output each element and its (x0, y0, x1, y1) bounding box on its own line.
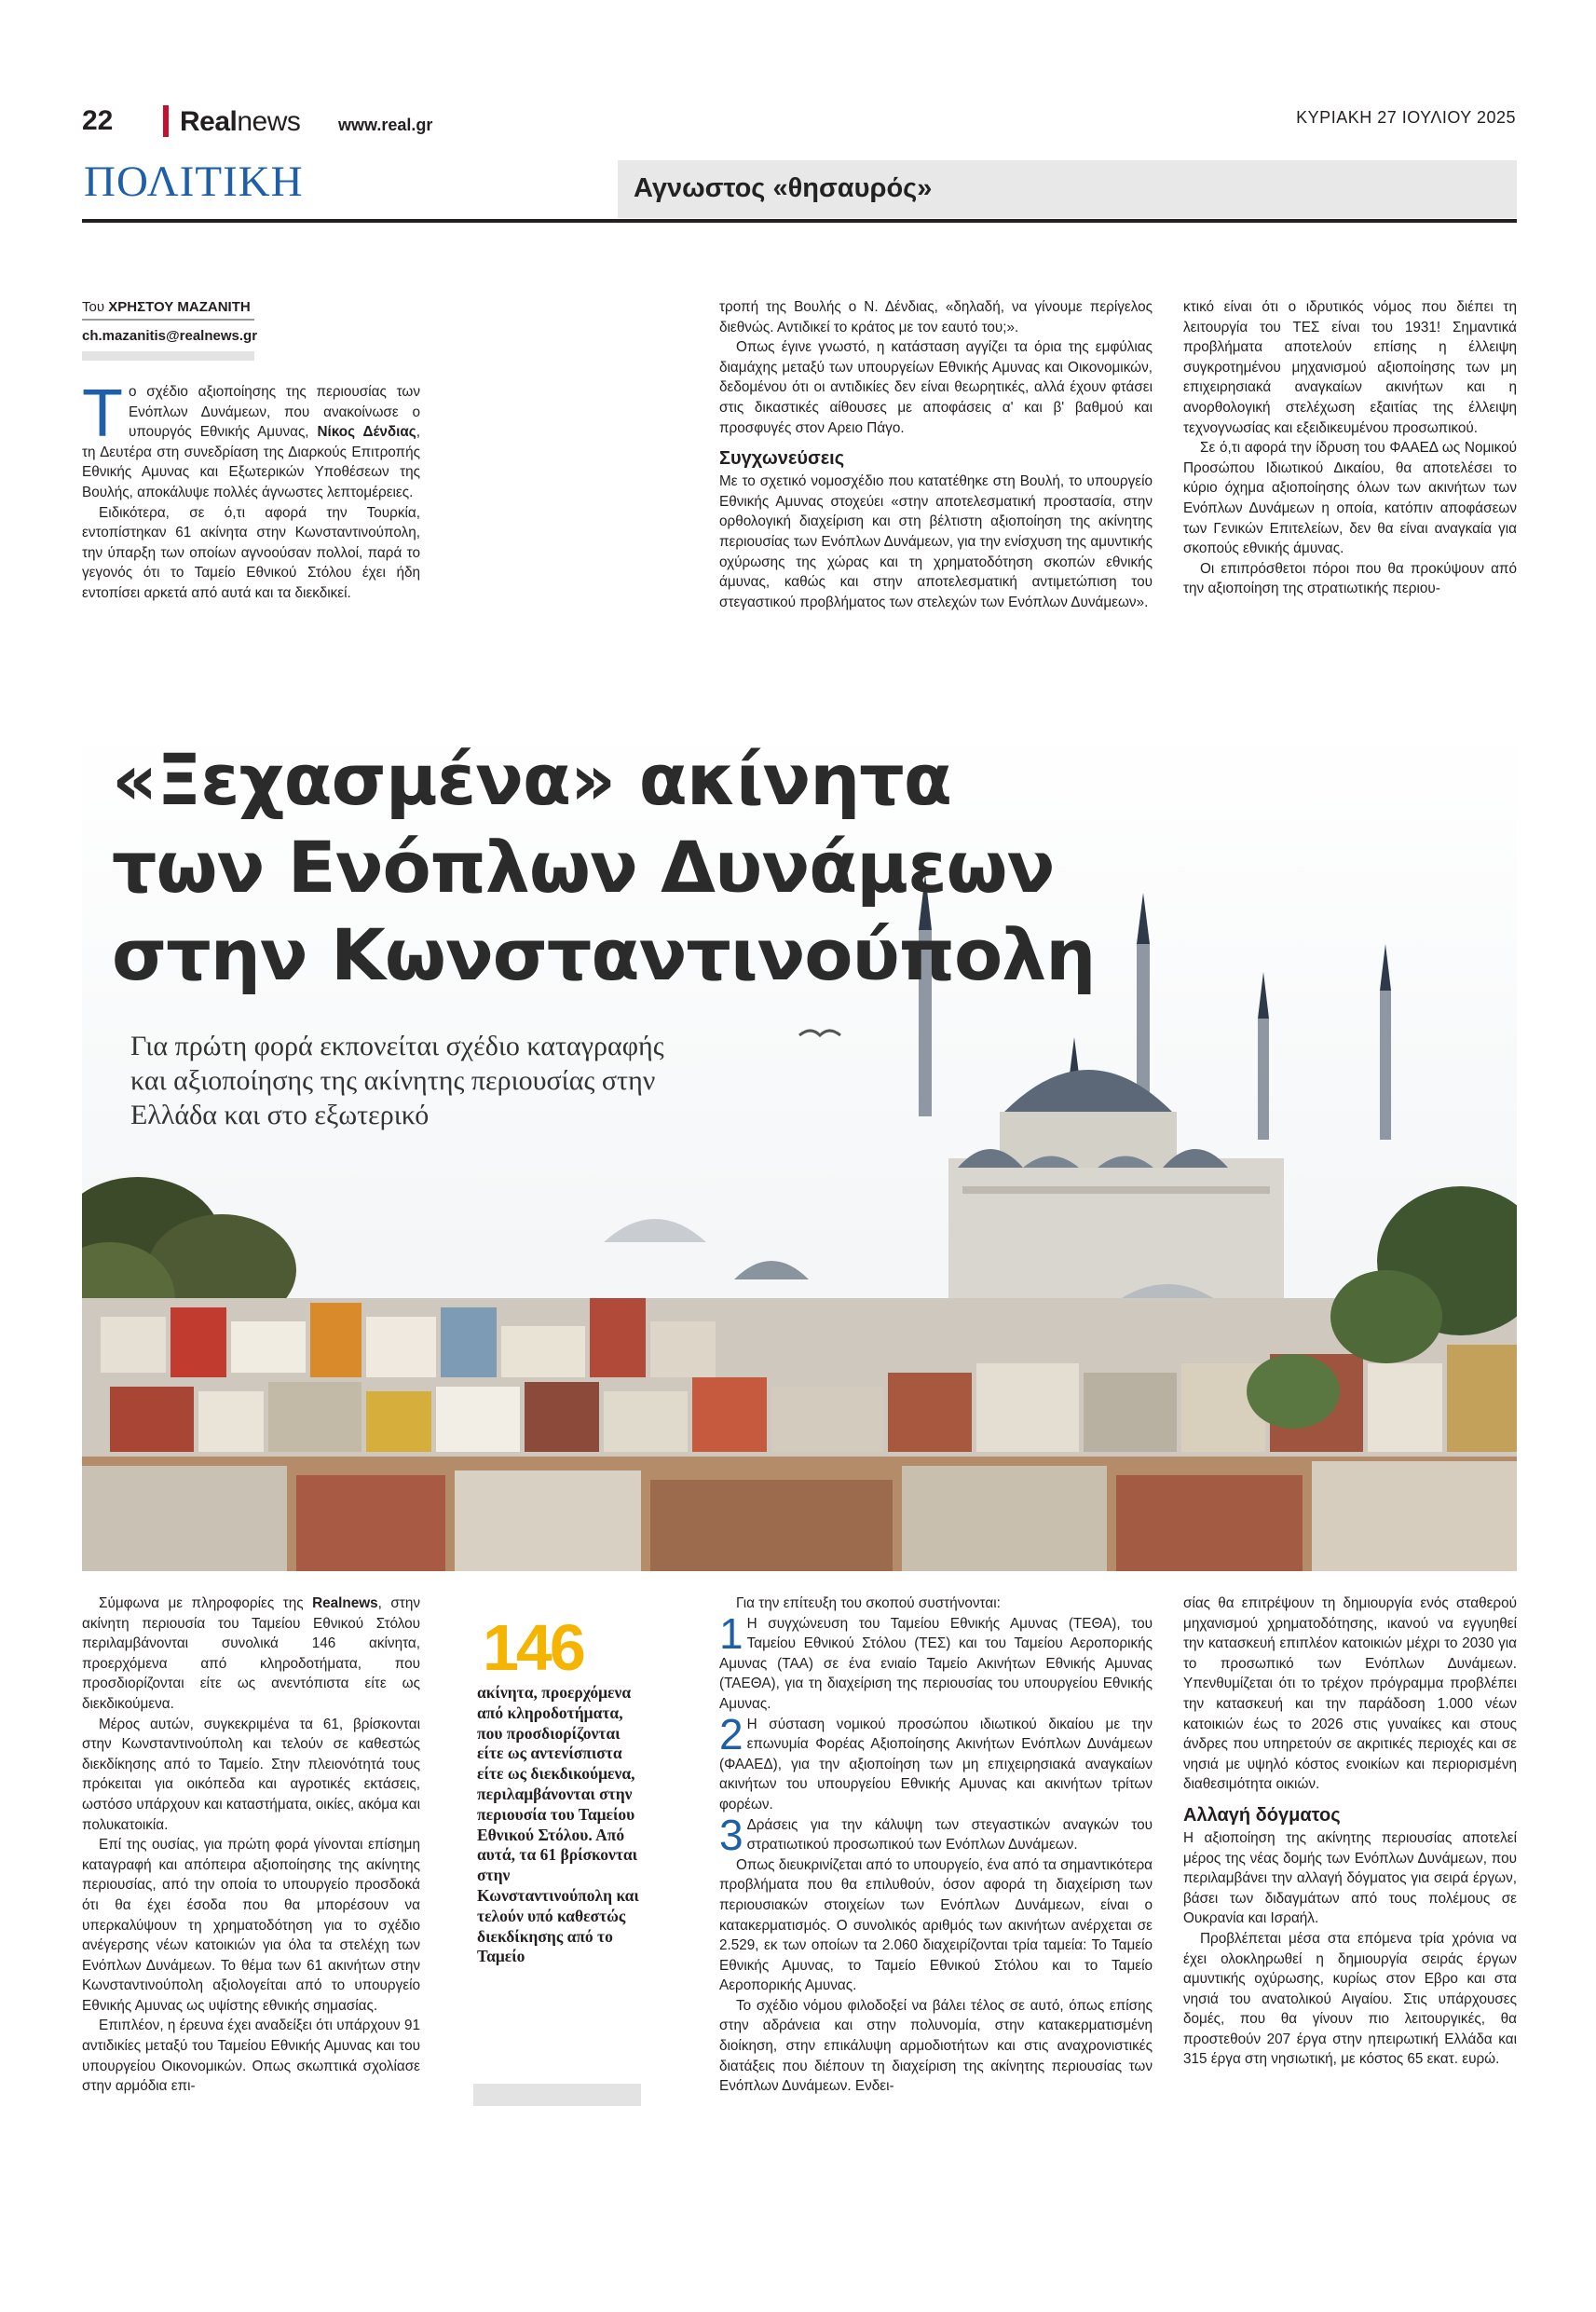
article-bottom-col3 (719, 1594, 1153, 2097)
header-rule (82, 219, 1517, 223)
paragraph: Επιπλέον, η έρευνα έχει αναδείξει ότι υπάρχουν 91 αντιδικίες μεταξύ του Ταμείου Εθνικής Αμυνας και του υπουργείου Οικονομικών. Οπως σκωπτικά σχολίασε στην αρμόδια επι- (82, 2018, 420, 2095)
paragraph: τροπή της Βουλής ο Ν. Δένδιας, «δηλαδή, να γίνουμε περίγελος διεθνώς. Αντιδικεί το κράτος με τον εαυτό του;». (719, 299, 1153, 335)
page-number-divider (163, 105, 169, 137)
paragraph: Για την επίτευξη του σκοπού συστήνονται: (736, 1595, 1001, 1611)
logo-real-text: Real (180, 106, 238, 137)
paragraph: Με το σχετικό νομοσχέδιο που κατατέθηκε στη Βουλή, το υπουργείο Εθνικής Αμυνας στοχεύει «στην αποτελεσματική προστασία, στην ορθολογική διαχείριση και στη βέλτιστη αξιοποίηση της ακίνητης περιουσίας των Ενόπλων Δυνάμεων, για την ενίσχυση της αμυντικής οχύρωσης της χώρας και τη χρηματοδότηση σκοπών εθνικής άμυνας, καθώς και στην αποτελεσματική αντιμετώπιση του στεγαστικού προβλήματος των στελεχών των Ενόπλων Δυνάμεων». (719, 473, 1153, 610)
paragraph (82, 1594, 420, 1715)
paragraph: Προβλέπεται μέσα στα επόμενα τρία χρόνια να έχει ολοκληρωθεί η δημιουργία σειράς έργων αμυντικής οχύρωσης, κυρίως στον Εβρο και στα νησιά του ανατολικού Αιγαίου. Στις υπάρχουσες δομές, που θα γίνουν πιο λειτουργικές, θα προστεθούν 207 έργα στην ηπειρωτική Ελλάδα και 315 έργα στη νησιωτική, με κόστος 65 εκατ. ευρώ. (1183, 1930, 1517, 2068)
hillside-houses (82, 1298, 1517, 1571)
paragraph: Οπως έγινε γνωστό, η κατάσταση αγγίζει τα όρια της εμφύλιας διαμάχης μεταξύ των υπουργείων Εθνικής Αμυνας και Οικονομικών, δεδομένου ότι οι αντιδικίες δεν είναι θεωρητικές, αλλά έχουν φτάσει στις δικαστικές αίθουσες με αποφάσεις α' και β' βαθμού και προσφυγές στον Αρειο Πάγο. (719, 339, 1153, 436)
author-email[interactable]: ch.mazanitis@realnews.gr (82, 328, 258, 344)
byline-prefix: Του (82, 299, 109, 315)
item-number: 1 (719, 1608, 743, 1658)
byline (82, 299, 251, 315)
topic-title: Αγνωστος «θησαυρός» (634, 173, 933, 203)
pullquote-number: 146 (483, 1611, 583, 1684)
dropcap: Τ (82, 376, 123, 451)
subhead-line: Ελλάδα και στο εξωτερικό (130, 1100, 430, 1130)
numbered-item (719, 1810, 1153, 1859)
email-underbar (82, 351, 254, 361)
item-text: Η συγχώνευση του Ταμείου Εθνικής Αμυνας (ΤΕΘΑ), του Ταμείου Εθνικού Στόλου (ΤΕΣ) και του Ταμείου Αεροπορικής Αμυνας (ΤΑΑ) σε ένα ενιαίο Ταμείο Ακινήτων Εθνικής Αμυνας (ΤΑΕΘΑ), για τη διαχείριση της περιουσίας του υπουργείου Εθνικής Αμυνας. (719, 1615, 1153, 1712)
subheadline (130, 1029, 664, 1132)
subhead-line: και αξιοποίησης της ακίνητης περιουσίας στην (130, 1065, 656, 1096)
subhead-line: Για πρώτη φορά εκπονείται σχέδιο καταγραφής (130, 1031, 664, 1061)
text-run: Σύμφωνα με πληροφορίες της (99, 1595, 313, 1611)
article-top-col3 (1183, 297, 1517, 599)
subheading: Αλλαγή δόγματος (1183, 1804, 1341, 1826)
text-run: ο σχέδιο αξιοποίησης της περιουσίας των Ενόπλων Δυνάμεων, που ανακοίνωσε ο υπουργός Εθνικής Αμυνας, (128, 384, 420, 441)
pullquote-text: ακίνητα, προερχόμενα από κληροδοτήματα, που προσδιορίζονται είτε ως αντενίσπιστα είτε ως διεκδικούμενα, περιλαμβάνονται στην περιουσία του Ταμείου Εθνικού Στόλου. Από αυτά, τα 61 βρίσκονται στην Κωνσταντινούπολη και τελούν υπό καθεστώς διεκδίκησης από το Ταμείο (477, 1683, 639, 1966)
item-text: Δράσεις για την κάλυψη των στεγαστικών αναγκών του στρατιωτικού προσωπικού των Ενόπλων Δυνάμεων. (746, 1816, 1153, 1854)
item-text: Η σύσταση νομικού προσώπου ιδιωτικού δικαίου με την επωνυμία Φορέας Αξιοποίησης Ακινήτων Ενόπλων Δυνάμεων (ΦΑΑΕΔ), για την αξιοποίηση των μη επιχειρησιακά αναγκαίων ακινήτων του υπουργείου Εθνικής Αμυνας και ακινήτων τρίτων φορέων. (719, 1716, 1153, 1813)
author-name: ΧΡΗΣΤΟΥ ΜΑΖΑΝΙΤΗ (108, 299, 251, 315)
paragraph: κτικό είναι ότι ο ιδρυτικός νόμος που διέπει τη λειτουργία του ΤΕΣ είναι του 1931! Σημαντικά προβλήματα αποτελούν επίσης η έλλειψη συγκροτημένου μηχανισμού αξιοποίησης των μη επιχειρησιακά αναγκαίων ακινήτων και η ανορθολογική στελέχωση εξαιτίας της έλλειψη τεχνογνωσίας και εξειδικευμένου προσωπικού. (1183, 299, 1517, 436)
article-bottom-col4 (1183, 1594, 1517, 2070)
paragraph: Οι επιπρόσθετοι πόροι που θα προκύψουν από την αξιοποίηση της στρατιωτικής περιου- (1183, 560, 1517, 597)
headline-line: «Ξεχασμένα» ακίνητα (112, 738, 952, 821)
logo-news-text: news (237, 106, 301, 137)
main-headline (112, 736, 1095, 999)
numbered-item (719, 1709, 1153, 1815)
item-number: 2 (719, 1709, 743, 1758)
publication-name: Realnews (312, 1595, 378, 1611)
text-run: , στην ακίνητη περιουσία του Ταμείου Εθνικού Στόλου περιλαμβάνονται συνολικά 146 ακίνητα, προερχόμενα από κληροδοτήματα, που προσδιορίζονται είτε ως ανεντόπιστα είτε ως διεκδικούμενα. (82, 1595, 420, 1712)
headline-line: των Ενόπλων Δυνάμεων (112, 826, 1055, 909)
paragraph: Σε ό,τι αφορά την ίδρυση του ΦΑΑΕΔ ως Νομικού Προσώπου Ιδιωτικού Δικαίου, θα αποτελέσει το κύριο όχημα αξιοποίησης όλων των ακινήτων των Ενόπλων Δυνάμεων η οποία, κατόπιν αποφάσεων των Γενικών Επιτελείων, δεν θα είναι αναγκαία για σκοπούς εθνικής άμυνας. (1183, 440, 1517, 557)
paragraph: Οπως διευκρινίζεται από το υπουργείο, ένα από τα σημαντικότερα προβλήματα που θα επιλυθούν, όσον αφορά τη διαχείριση των περιουσιακών στοιχείων των Ενόπλων Δυνάμεων, είναι ο κατακερματισμός. Ο συνολικός αριθμός των ακινήτων ανέρχεται σε 2.529, εκ των οποίων τα 2.060 διαχειρίζονται τρία ταμεία: Το Ταμείο Εθνικής Αμυνας, το Ταμείο Εθνικού Στόλου και το Ταμείο Αεροπορικής Αμυνας. (719, 1856, 1153, 1994)
minister-name: Νίκος Δένδιας (317, 424, 416, 441)
paragraph: Μέρος αυτών, συγκεκριμένα τα 61, βρίσκονται στην Κωνσταντινούπολη και τελούν σε καθεστώς διεκδίκησης από το Ταμείο. Στην πλειονότητά τους πρόκειται για οικόπεδα και αγροτικές εκτάσεις, ωστόσο υπάρχουν και καταστήματα, οικίες, ακόμα και πολυκατοικία. (82, 1716, 420, 1833)
headline-line: στην Κωνσταντινούπολη (112, 913, 1096, 996)
issue-date: ΚΥΡΙΑΚΗ 27 ΙΟΥΛΙΟΥ 2025 (1296, 108, 1516, 127)
paragraph: σίας θα επιτρέψουν τη δημιουργία ενός σταθερού μηχανισμού χρηματοδότησης, ικανού να εγγυηθεί την κατασκευή επιπλέον κατοικιών μέχρι το 2030 για το προσωπικό των Ενόπλων Δυνάμεων. Υπενθυμίζεται ότι το τρέχον πρόγραμμα προβλέπει την κατασκευή και την παράδοση 1.000 νέων κατοικιών έως το 2026 στις γυναίκες και στους άνδρες που υπηρετούν σε ακριτικές περιοχές και σε νησιά με υψηλό κόστος ενοικίων και περιορισμένη διαθεσιμότητα οικιών. (1183, 1595, 1517, 1793)
realnews-logo[interactable] (180, 106, 300, 138)
article-top-col2 (719, 297, 1153, 612)
paragraph: Ειδικότερα, σε ό,τι αφορά την Τουρκία, εντοπίστηκαν 61 ακίνητα στην Κωνσταντινούπολη, την ύπαρξη των οποίων αγνοούσαν πολλοί, παρά το γεγονός ότι το Ταμείο Εθνικού Στόλου έχει ήδη εντοπίσει αρκετά από αυτά και τα διεκδικεί. (82, 504, 420, 601)
article-bottom-col1 (82, 1594, 420, 2097)
pullquote-underbar (473, 2084, 641, 2106)
paragraph (82, 376, 420, 503)
article-top-col1 (82, 376, 420, 604)
item-number: 3 (719, 1810, 743, 1859)
numbered-item (719, 1608, 1153, 1715)
section-title: ΠΟΛΙΤΙΚΗ (84, 157, 304, 206)
paragraph: Επί της ουσίας, για πρώτη φορά γίνονται επίσημη καταγραφή και απόπειρα αξιοποίησης της ακίνητης περιουσίας, από την οποία το υπουργείο προσδοκά ότι θα έχει έσοδα που θα μπορέσουν να υπερκαλύψουν τη χρηματοδότηση για το σχέδιο ανέγερσης νέων κατοικιών για όλα τα στελέχη των Ενόπλων Δυνάμεων. Το θέμα των 61 ακινήτων στην Κωνσταντινούπολη αξιολογείται από το υπουργείο Εθνικής Αμυνας ως υψίστης εθνικής σημασίας. (82, 1837, 420, 2014)
text-run: , τη Δευτέρα στη συνεδρίαση της Διαρκούς Επιτροπής Εθνικής Αμυνας και Εξωτερικών Υποθέσεων της Βουλής, αποκάλυψε πολλές άγνωστες λεπτομέρειες. (82, 424, 420, 500)
page-number: 22 (82, 105, 114, 136)
paragraph: Η αξιοποίηση της ακίνητης περιουσίας αποτελεί μέρος της νέας δομής των Ενόπλων Δυνάμεων, που περιλαμβάνει την αλλαγή δόγματος για σειρά έργων, βάσει των διδαγμάτων από τους πολέμους σε Ουκρανία και Ισραήλ. (1183, 1829, 1517, 1927)
byline-divider (82, 319, 254, 321)
site-url[interactable]: www.real.gr (338, 116, 433, 134)
paragraph: Το σχέδιο νόμου φιλοδοξεί να βάλει τέλος σε αυτό, όπως επίσης στην αδράνεια και στην πολυνομία, στην κατακερματισμένη διοίκηση, στην επικάλυψη αρμοδιοτήτων και στις αναχρονιστικές διατάξεις που διέπουν τη διαχείριση της ακίνητης περιουσίας των Ενόπλων Δυνάμεων. Ενδει- (719, 1997, 1153, 2095)
subheading: Συγχωνεύσεις (719, 448, 845, 470)
